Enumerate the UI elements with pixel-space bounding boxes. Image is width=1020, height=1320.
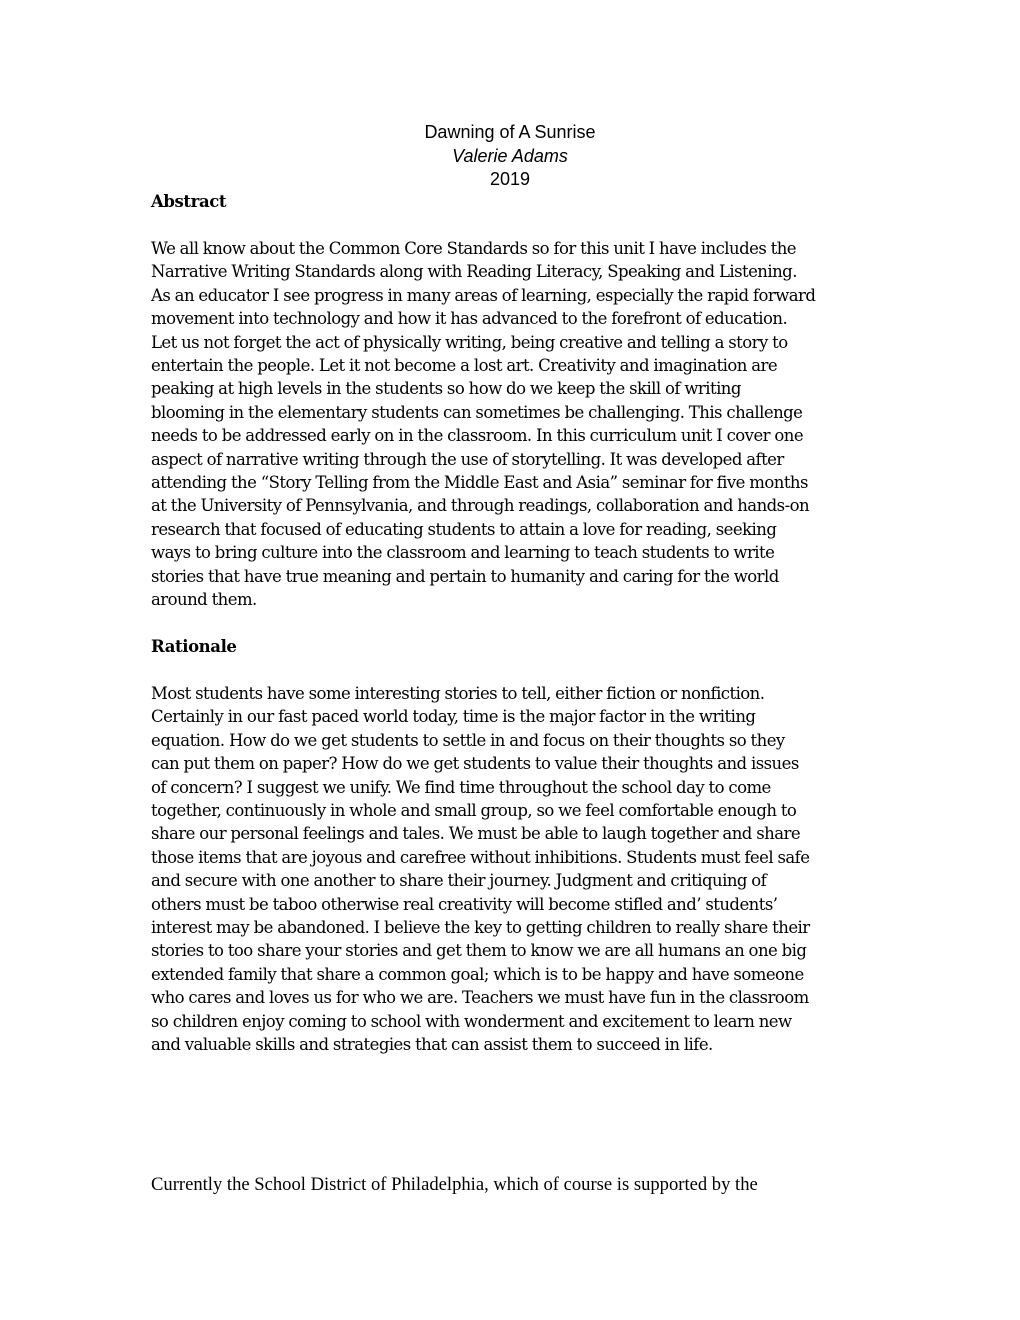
abstract-line: around them.	[151, 590, 257, 610]
document-title: Dawning of A Sunrise	[424, 122, 596, 142]
abstract-paragraph	[151, 237, 881, 612]
abstract-line: stories that have true meaning and pertain to humanity and caring for the world	[151, 566, 779, 586]
rationale-line: stories to too share your stories and get them to know we are all humans an one big	[151, 941, 807, 961]
rationale-heading: Rationale	[151, 637, 237, 656]
abstract-heading: Abstract	[151, 192, 227, 211]
rationale-line: can put them on paper? How do we get students to value their thoughts and issues	[151, 754, 799, 774]
rationale-line: Most students have some interesting stories to tell, either fiction or nonfiction.	[151, 684, 765, 703]
abstract-line: needs to be addressed early on in the classroom. In this curriculum unit I cover one	[151, 426, 804, 446]
abstract-line: blooming in the elementary students can sometimes be challenging. This challenge	[151, 402, 803, 422]
rationale-line: share our personal feelings and tales. We must be able to laugh together and share	[151, 824, 801, 844]
document-year: 2019	[489, 169, 531, 189]
rationale-line: and secure with one another to share their journey. Judgment and critiquing of	[151, 871, 767, 891]
abstract-line: ways to bring culture into the classroom and learning to teach students to write	[151, 543, 775, 563]
rationale-line: Certainly in our fast paced world today, time is the major factor in the writing	[151, 707, 756, 727]
rationale-line: and valuable skills and strategies that can assist them to succeed in life.	[151, 1035, 713, 1055]
title-block	[0, 121, 1020, 192]
rationale-line: extended family that share a common goal; which is to be happy and have someone	[151, 964, 804, 984]
abstract-line: research that focused of educating students to attain a love for reading, seeking	[151, 519, 777, 539]
rationale-line: equation. How do we get students to settle in and focus on their thoughts so they	[151, 730, 785, 750]
abstract-line: entertain the people. Let it not become a lost art. Creativity and imagination are	[151, 356, 778, 376]
rationale-line: interest may be abandoned. I believe the key to getting children to really share their	[151, 918, 810, 938]
rationale-line: others must be taboo otherwise real creativity will become stifled and’ students’	[151, 894, 778, 914]
abstract-line: Let us not forget the act of physically writing, being creative and telling a story to	[151, 332, 788, 352]
abstract-line: As an educator I see progress in many areas of learning, especially the rapid forward	[151, 285, 816, 305]
abstract-line: We all know about the Common Core Standards so for this unit I have includes the	[151, 239, 797, 258]
rationale-paragraph	[151, 682, 881, 1057]
abstract-line: peaking at high levels in the students so how do we keep the skill of writing	[151, 379, 741, 399]
rationale-line: who cares and loves us for who we are. Teachers we must have fun in the classroom	[151, 988, 809, 1008]
rationale-line: those items that are joyous and carefree without inhibitions. Students must feel safe	[151, 847, 810, 867]
abstract-line: movement into technology and how it has advanced to the forefront of education.	[151, 309, 788, 329]
rationale-line: so children enjoy coming to school with wonderment and excitement to learn new	[151, 1011, 792, 1031]
document-author: Valerie Adams	[452, 145, 568, 166]
rationale-line: together, continuously in whole and small group, so we feel comfortable enough to	[151, 801, 797, 821]
rationale-line: of concern? I suggest we unify. We find time throughout the school day to come	[151, 777, 771, 797]
abstract-line: at the University of Pennsylvania, and through readings, collaboration and hands-on	[151, 496, 810, 516]
continuation-text: Currently the School District of Philadelphia, which of course is supported by the	[151, 1174, 758, 1195]
abstract-line: Narrative Writing Standards along with Reading Literacy, Speaking and Listening.	[151, 262, 797, 282]
abstract-line: attending the “Story Telling from the Middle East and Asia” seminar for five months	[151, 473, 808, 493]
abstract-line: aspect of narrative writing through the use of storytelling. It was developed after	[151, 449, 784, 469]
